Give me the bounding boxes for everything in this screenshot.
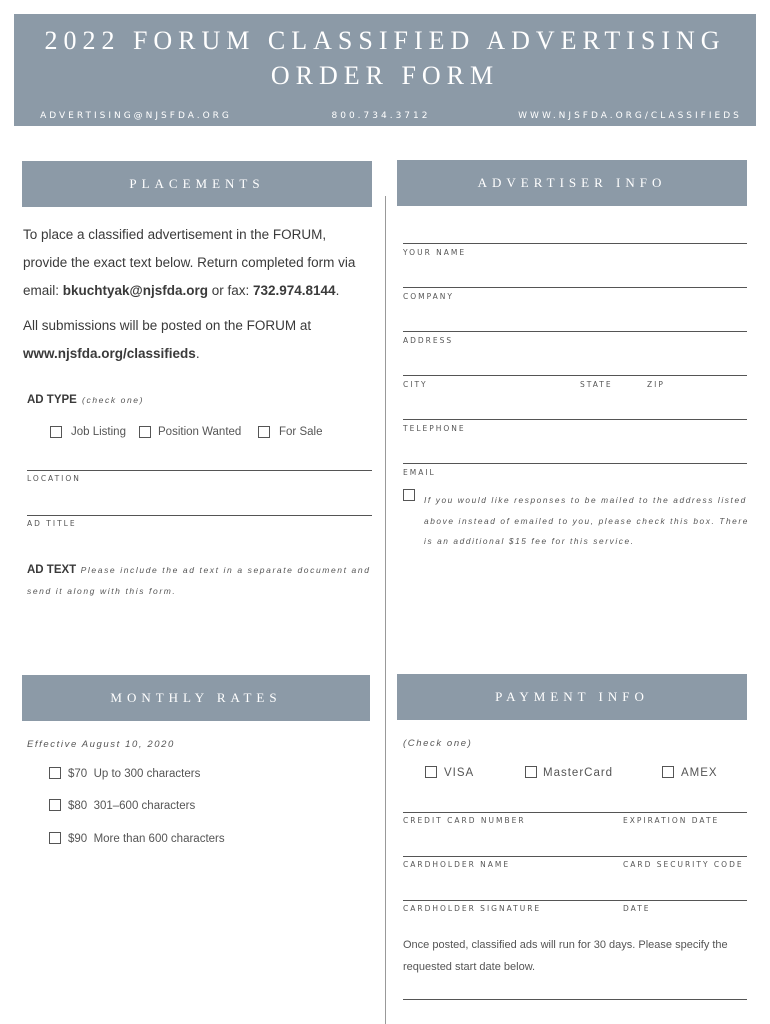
company-field[interactable] bbox=[403, 287, 747, 288]
email-field[interactable] bbox=[403, 463, 747, 464]
amex-label: AMEX bbox=[681, 767, 718, 779]
visa-checkbox[interactable] bbox=[425, 766, 437, 778]
header-phone: 800.734.3712 bbox=[264, 106, 498, 126]
fax-prefix: or fax: bbox=[207, 283, 253, 298]
city-state-zip-field[interactable] bbox=[403, 375, 747, 376]
instructions-line1: To place a classified advertisement in the FORUM, bbox=[23, 227, 327, 242]
start-date-field[interactable] bbox=[403, 999, 747, 1000]
ad-type-position-wanted-checkbox[interactable] bbox=[139, 426, 151, 438]
rate-80-price: $80 bbox=[68, 800, 88, 812]
rate-90-option bbox=[68, 833, 225, 845]
placements-heading bbox=[22, 161, 372, 207]
signature-field[interactable] bbox=[403, 900, 747, 901]
company-label: COMPANY bbox=[403, 292, 454, 301]
submission-email: bkuchtyak@njsfda.org bbox=[62, 283, 208, 298]
ad-text-hint-line1: Please include the ad text in a separate document and bbox=[80, 565, 371, 575]
form-title-line2: ORDER FORM bbox=[270, 61, 500, 90]
instructions-line2: provide the exact text below. Return completed form via bbox=[23, 255, 356, 270]
rate-90-desc: More than 600 characters bbox=[93, 833, 225, 845]
ad-title-field[interactable] bbox=[27, 515, 372, 516]
instructions-line3 bbox=[23, 277, 378, 305]
address-label: ADDRESS bbox=[403, 336, 454, 345]
ad-type-job-listing-label: Job Listing bbox=[71, 426, 126, 438]
rate-70-option bbox=[68, 768, 200, 780]
card-number-field[interactable] bbox=[403, 812, 747, 813]
monthly-rates-heading-text: MONTHLY RATES bbox=[110, 690, 282, 705]
amex-checkbox[interactable] bbox=[662, 766, 674, 778]
mail-responses-checkbox[interactable] bbox=[403, 489, 415, 501]
signature-label: CARDHOLDER SIGNATURE bbox=[403, 904, 542, 913]
card-number-label: CREDIT CARD NUMBER bbox=[403, 816, 526, 825]
ad-text-instructions bbox=[27, 558, 377, 602]
ad-type-job-listing-checkbox[interactable] bbox=[50, 426, 62, 438]
mastercard-label: MasterCard bbox=[543, 767, 614, 779]
rate-90-price: $90 bbox=[68, 833, 88, 845]
ad-type-for-sale-label: For Sale bbox=[279, 426, 323, 438]
city-label: CITY bbox=[403, 380, 428, 389]
mastercard-checkbox[interactable] bbox=[525, 766, 537, 778]
ad-type-label-row bbox=[27, 394, 144, 406]
posting-note bbox=[23, 312, 378, 368]
rate-70-desc: Up to 300 characters bbox=[93, 768, 201, 780]
security-code-label: CARD SECURITY CODE bbox=[623, 860, 744, 869]
posting-note-period: . bbox=[195, 346, 200, 361]
telephone-label: TELEPHONE bbox=[403, 424, 466, 433]
rate-90-checkbox[interactable] bbox=[49, 832, 61, 844]
rate-70-checkbox[interactable] bbox=[49, 767, 61, 779]
location-label: LOCATION bbox=[27, 474, 81, 483]
telephone-field[interactable] bbox=[403, 419, 747, 420]
payment-info-heading bbox=[397, 674, 747, 720]
ad-type-for-sale-checkbox[interactable] bbox=[258, 426, 270, 438]
header-website: WWW.NJSFDA.ORG/CLASSIFIEDS bbox=[504, 106, 756, 126]
expiration-label: EXPIRATION DATE bbox=[623, 816, 720, 825]
rates-effective-date: Effective August 10, 2020 bbox=[27, 739, 175, 750]
submission-fax: 732.974.8144 bbox=[252, 283, 336, 298]
posting-note-line1: All submissions will be posted on the FORUM at bbox=[23, 318, 312, 333]
mail-note-line2: above instead of emailed to you, please check this box. There bbox=[424, 515, 749, 526]
payment-check-one: (Check one) bbox=[403, 738, 473, 749]
email-prefix: email: bbox=[23, 283, 63, 298]
cardholder-name-field[interactable] bbox=[403, 856, 747, 857]
rate-80-option bbox=[68, 800, 195, 812]
advertiser-info-heading bbox=[397, 160, 747, 206]
mail-note-line3: is an additional $15 fee for this service. bbox=[424, 536, 635, 546]
start-date-note-line1: Once posted, classified ads will run for 30 days. Please specify the bbox=[403, 939, 728, 951]
column-divider bbox=[385, 196, 386, 1024]
ad-text-hint-line2: send it along with this form. bbox=[27, 586, 177, 596]
your-name-field[interactable] bbox=[403, 243, 747, 244]
visa-label: VISA bbox=[444, 767, 475, 779]
placements-instructions bbox=[23, 221, 378, 305]
start-date-note-line2: requested start date below. bbox=[403, 961, 536, 973]
payment-info-heading-text: PAYMENT INFO bbox=[495, 689, 649, 704]
date-label: DATE bbox=[623, 904, 651, 913]
rate-80-desc: 301–600 characters bbox=[93, 800, 196, 812]
ad-type-label: AD TYPE bbox=[27, 394, 77, 406]
state-label: STATE bbox=[580, 380, 613, 389]
ad-type-hint: (check one) bbox=[82, 395, 145, 405]
zip-label: ZIP bbox=[647, 380, 665, 389]
your-name-label: YOUR NAME bbox=[403, 248, 467, 257]
mail-note-line1: If you would like responses to be mailed to the address listed bbox=[424, 495, 747, 505]
header-email: ADVERTISING@NJSFDA.ORG bbox=[14, 106, 258, 126]
ad-title-label: AD TITLE bbox=[27, 519, 77, 528]
posting-note-line2 bbox=[23, 340, 378, 368]
address-field[interactable] bbox=[403, 331, 747, 332]
rate-80-checkbox[interactable] bbox=[49, 799, 61, 811]
ad-text-label: AD TEXT bbox=[27, 564, 77, 576]
rate-70-price: $70 bbox=[68, 768, 88, 780]
advertiser-info-heading-text: ADVERTISER INFO bbox=[477, 175, 667, 190]
placements-heading-text: PLACEMENTS bbox=[129, 176, 265, 191]
classifieds-link: www.njsfda.org/classifieds bbox=[23, 346, 196, 361]
mail-responses-note bbox=[424, 490, 749, 552]
instructions-period: . bbox=[335, 283, 340, 298]
start-date-note bbox=[403, 934, 748, 978]
form-title-line1: 2022 FORUM CLASSIFIED ADVERTISING bbox=[44, 26, 726, 55]
ad-type-position-wanted-label: Position Wanted bbox=[158, 426, 242, 438]
cardholder-name-label: CARDHOLDER NAME bbox=[403, 860, 511, 869]
email-label: EMAIL bbox=[403, 468, 436, 477]
location-field[interactable] bbox=[27, 470, 372, 471]
monthly-rates-heading bbox=[22, 675, 370, 721]
